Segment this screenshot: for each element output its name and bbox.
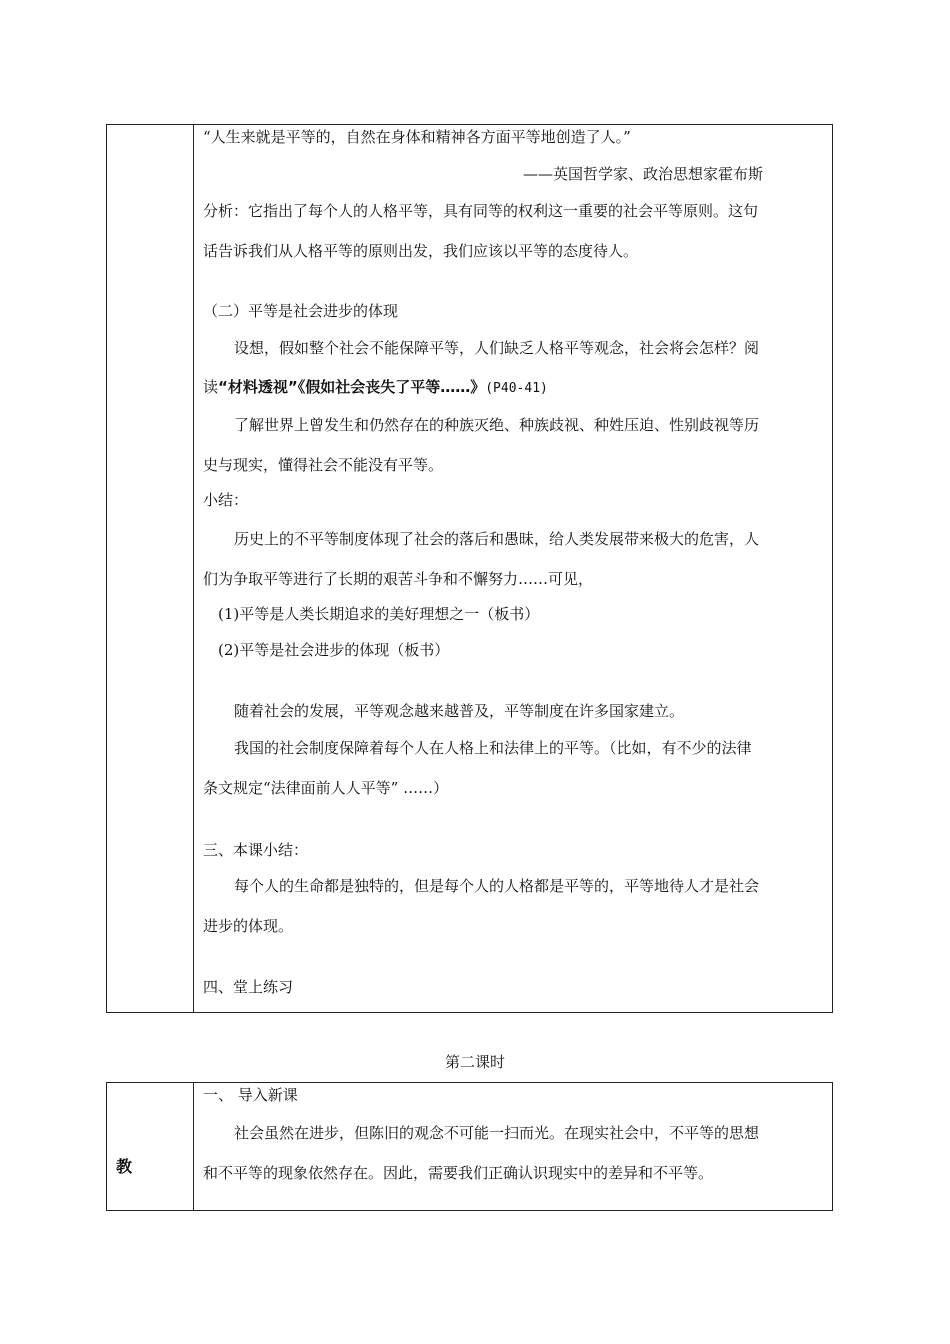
quote-text: “人生来就是平等的，自然在身体和精神各方面平等地创造了人。” (203, 128, 631, 146)
china-line-1: 我国的社会制度保障着每个人在人格上和法律上的平等。（比如，有不少的法律 (234, 739, 752, 757)
learn-line-1: 了解世界上曾发生和仍然存在的种族灭绝、种族歧视、种姓压迫、性别歧视等历 (234, 416, 760, 434)
suppose-line-1: 设想，假如整个社会不能保障平等，人们缺乏人格平等观念，社会将会怎样？阅 (234, 339, 760, 357)
analysis-line-2: 话告诉我们从人格平等的原则出发，我们应该以平等的态度待人。 (203, 242, 639, 260)
intro-line-1: 社会虽然在进步，但陈旧的观念不可能一扫而光。在现实社会中，不平等的思想 (234, 1124, 760, 1142)
conclusion-line-2: 进步的体现。 (203, 917, 294, 935)
read-line (203, 377, 548, 399)
analysis-line-1: 分析：它指出了每个人的人格平等，具有同等的权利这一重要的社会平等原则。这句 (203, 202, 759, 220)
conclusion-line-1: 每个人的生命都是独特的，但是每个人的人格都是平等的，平等地待人才是社会 (234, 877, 760, 895)
section-heading-3: 三、本课小结： (203, 841, 309, 859)
develop-line: 随着社会的发展，平等观念越来越普及，平等制度在许多国家建立。 (234, 702, 685, 720)
history-line-2: 们为争取平等进行了长期的艰苦斗争和不懈努力……可见， (203, 570, 594, 588)
intro-line-2: 和不平等的现象依然存在。因此，需要我们正确认识现实中的差异和不平等。 (203, 1164, 714, 1182)
quote-author: ——英国哲学家、政治思想家霍布斯 (523, 165, 764, 183)
lesson-title: 第二课时 (444, 1053, 505, 1071)
read-material-title: “材料透视”《假如社会丧失了平等……》 (218, 378, 486, 396)
learn-line-2: 史与现实，懂得社会不能没有平等。 (203, 456, 444, 474)
section-heading-4: 四、堂上练习 (203, 978, 294, 996)
read-prefix: 读 (203, 378, 219, 396)
section2-heading-1: 一、 导入新课 (203, 1086, 298, 1104)
section-heading-2: （二）平等是社会进步的体现 (203, 302, 399, 320)
column-divider (193, 1083, 194, 1210)
point-2: (2)平等是社会进步的体现（板书） (218, 641, 450, 659)
read-page-ref: (P40-41) (485, 381, 548, 396)
history-line-1: 历史上的不平等制度体现了社会的落后和愚昧，给人类发展带来极大的危害，人 (234, 530, 760, 548)
china-line-2: 条文规定“法律面前人人平等” ……） (203, 779, 449, 797)
row-label-teach: 教 (116, 1157, 133, 1176)
column-divider (193, 125, 194, 1012)
point-1: (1)平等是人类长期追求的美好理想之一（板书） (218, 605, 540, 623)
summary-label: 小结： (203, 491, 249, 509)
